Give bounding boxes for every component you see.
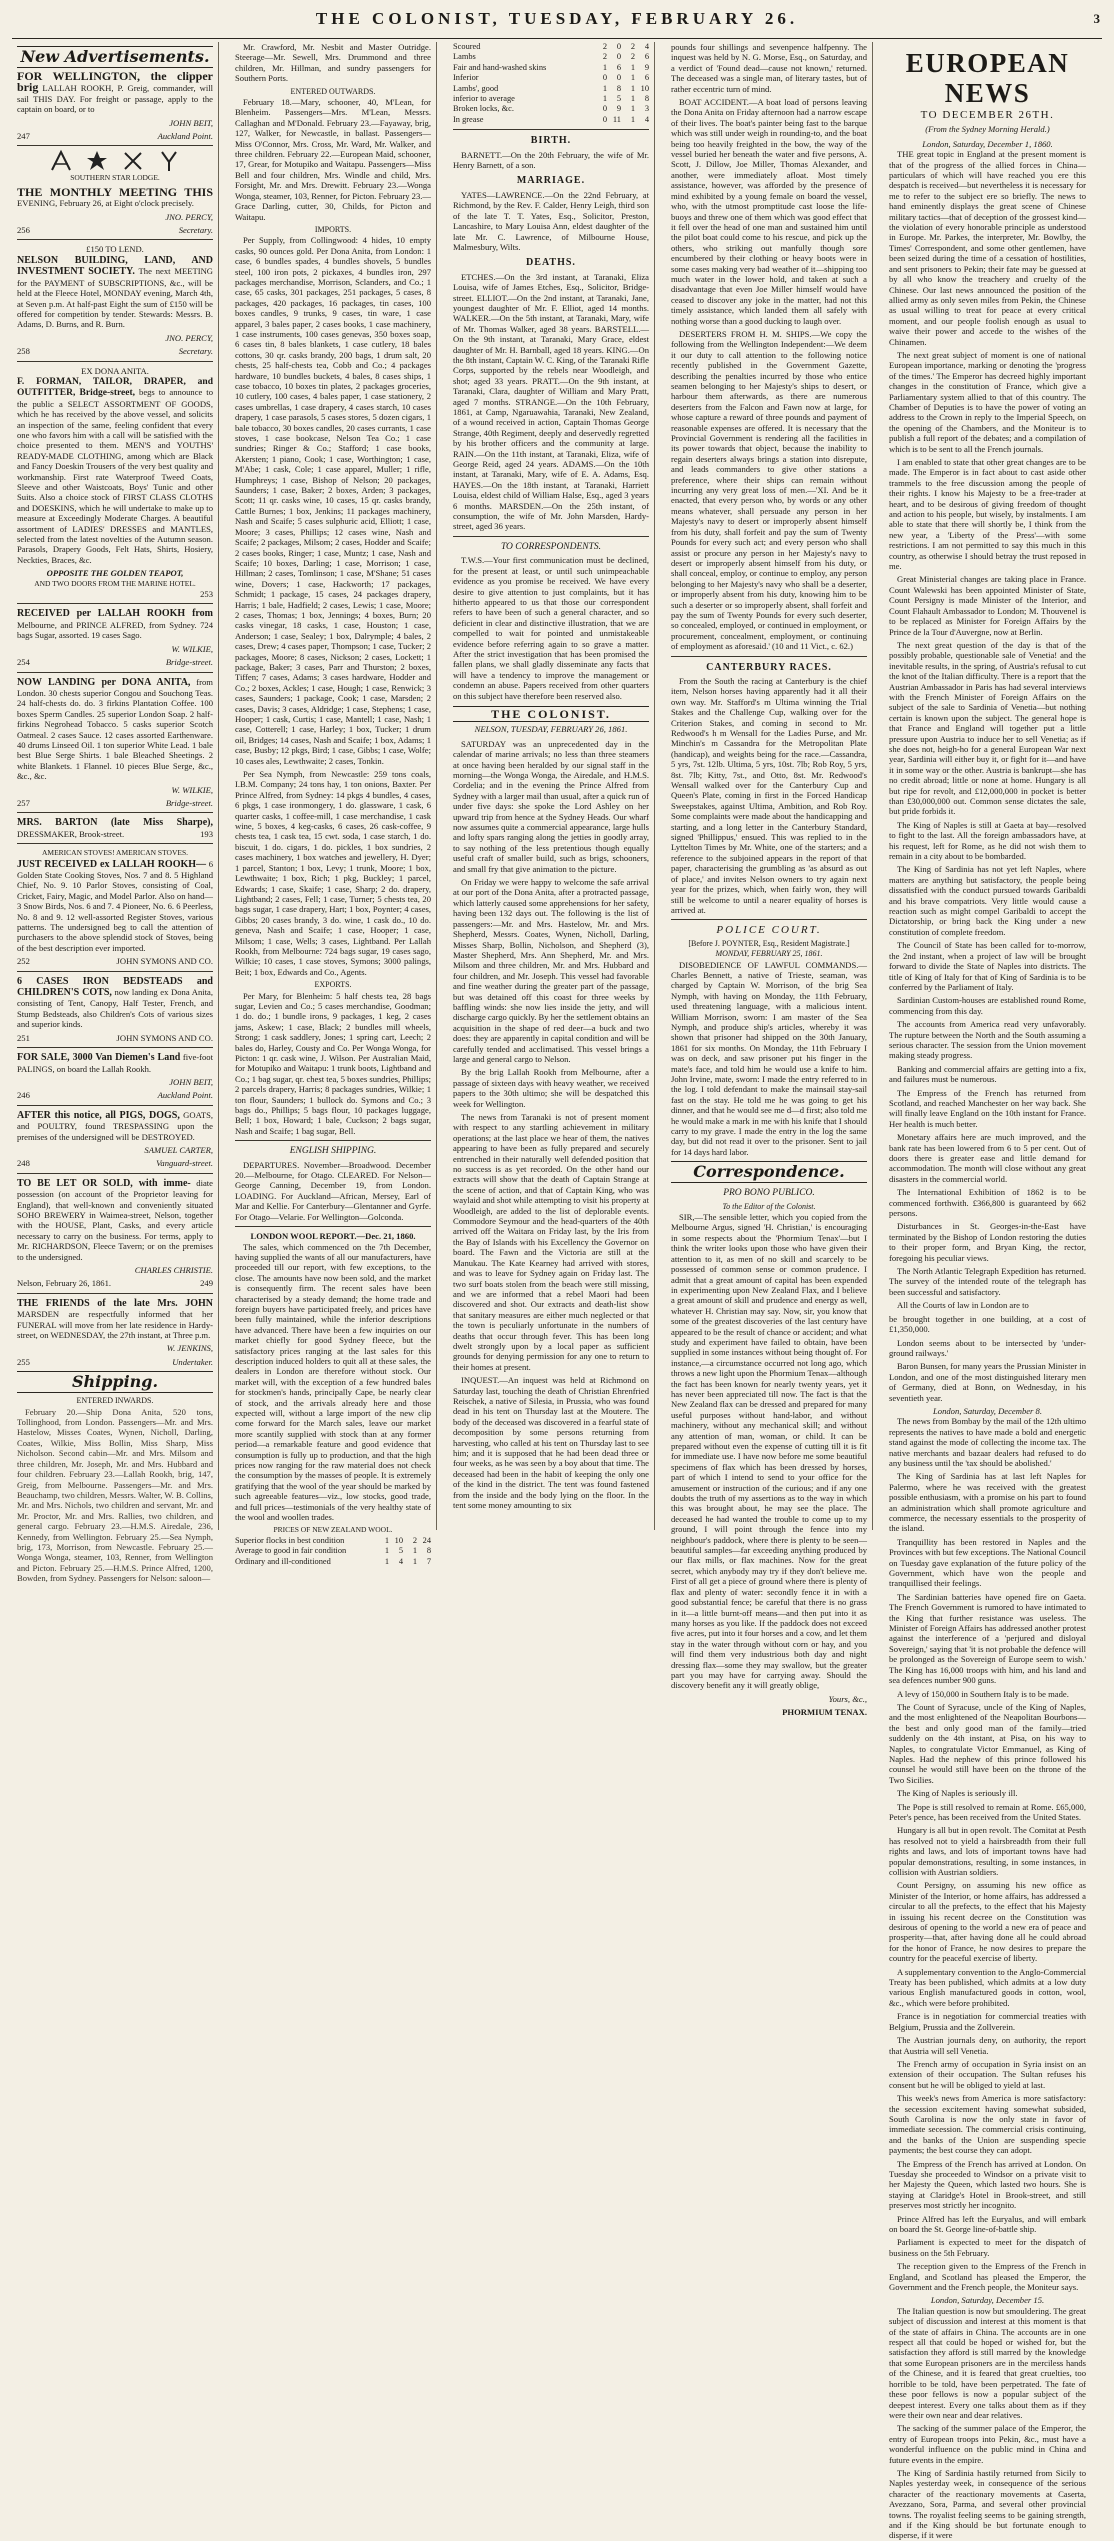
news-para: Tranquillity has been restored in Naples and the Provinces with but few exceptions. The National Council on Tuesday gave explanation of the future policy of the Government, which have won the people and tranquillised their feelings.: [889, 1536, 1086, 1589]
dispatch-dateline-3: London, Saturday, December 15.: [930, 2295, 1045, 2306]
row-value: 1: [412, 1556, 417, 1566]
news-para: A supplementary convention to the Anglo-Commercial Treaty has been published, which admits at a low duty various English manufactured goods in cotton, wool, &c., which were before prohibited.: [889, 1966, 1086, 2008]
news-para: All the Courts of law in London are to: [897, 1300, 1029, 1311]
ad-number: 248: [17, 1158, 30, 1169]
square-compass-icon: [50, 150, 72, 172]
ad-signature: JOHN SYMONS AND CO.: [116, 956, 213, 967]
ad-signature: W. WILKIE,: [171, 784, 213, 795]
news-para: Hungary is all but in open revolt. The Comitat at Pesth has resolved not to yield a hairsbreadth from their full rights and laws, and lots of important towns have had popular demonstrations, resulting, in some instances, in collision with Austrian soldiers.: [889, 1825, 1086, 1877]
ad-lead: JUST RECEIVED ex LALLAH ROOKH—: [17, 858, 207, 870]
ad-body: GOATS, and POULTRY, found TRESPASSING upon the premises of the undersigned will be DESTROYED.: [17, 1109, 213, 1142]
news-para: The next great subject of moment is one of national European importance, marking or denoting the 'progress of the times.' The Emperor has decreed highly important changes in the constitution of France, which give a Parliamentary system allied to that of this country. The Chamber of Deputies is to have the power of voting an address to the Crown in reply to the Imperial Speech, on the opening of the Chambers, and the Moniteur is to publish a full report of the debates; and a compilation of which is to be sent to all the French journals.: [889, 349, 1086, 454]
column-3: [448, 42, 655, 1530]
row-label: Scoured: [453, 42, 481, 51]
divider: [17, 1293, 213, 1294]
ad-signature: CHARLES CHRISTIE.: [134, 1265, 213, 1275]
shipping-continued: Mr. Crawford, Mr. Nesbit and Master Outridge. Steerage—Mr. Sewell, Mrs. Drummond and three children, Mr. Hillman, and sundry passengers for Southern Ports.: [235, 42, 431, 84]
ad-lead: RECEIVED per LALLAH ROOKH from: [17, 608, 213, 620]
news-para: Sardinian Custom-houses are established round Rome, commencing from this day.: [889, 995, 1086, 1016]
ad-lead: THE FRIENDS of the late Mrs. JOHN: [17, 1297, 213, 1309]
marriage-header: MARRIAGE.: [516, 175, 586, 187]
masthead-title: THE COLONIST, TUESDAY, FEBRUARY 26.: [315, 9, 799, 28]
row-value: 2: [602, 52, 607, 62]
divider: [453, 129, 649, 130]
ad-role: Secretary.: [178, 225, 213, 236]
letter-signature: PHORMIUM TENAX.: [782, 1707, 867, 1718]
ad-signature: W. JENKINS,: [166, 1343, 213, 1354]
ad-lead: FOR SALE, 3000 Van Diemen's Land: [17, 1052, 181, 1064]
row-value: 6: [644, 73, 649, 83]
divider: [17, 1047, 213, 1048]
ad-signature: JOHN SYMONS AND CO.: [116, 1032, 213, 1043]
ad-body: 6 Golden State Cooking Stoves, Nos. 7 and 8. 5 Highland Chief, No. 9. 10 Parlor Stoves, consisting of Coal, Cricket, Fairy, Magic, and Model Parlor. Also on hand— 3 Snow Birds, Nos. 6 and 7. 4 Pioneer, No. 6. 6 Peerless, No. 8 and 9. 12 well-assorted Register Stoves, various patterns. The undersigned beg to call the attention of purchasers to the above splendid stock of Stoves, being of the best description ever imported.: [17, 858, 213, 953]
row-value: 9: [616, 104, 621, 114]
ad-dressmaker: [17, 817, 213, 839]
ad-signature: JOHN BEIT,: [169, 117, 213, 128]
divider: [235, 1140, 431, 1141]
row-value: 6: [644, 52, 649, 62]
news-para: Disturbances in St. Georges-in-the-East have terminated by the Bishop of London restoring the duties to their proper form, and Bryan King, the rector, foregoing his peculiar views.: [889, 1221, 1086, 1263]
ad-number: 257: [17, 797, 30, 808]
ad-number: 246: [17, 1090, 30, 1101]
row-value: 1: [630, 94, 635, 104]
column-5: [884, 42, 1091, 2541]
ad-lead: TO BE LET OR SOLD, with imme-: [17, 1177, 191, 1189]
ad-lead: FOR WELLINGTON, the clipper brig: [17, 69, 213, 95]
row-value: 1: [602, 83, 607, 93]
ad-body: Melbourne, and PRINCE ALFRED, from Sydney. 724 bags Sugar, assorted. 19 cases Sago.: [17, 619, 213, 641]
police-court-header: POLICE COURT.: [716, 924, 822, 937]
inquest-para: INQUEST.—An inquest was held at Richmond on Saturday last, touching the death of Christian Ehrenfried Reischek, a native of Silesia, in Prussia, who was found dead in his tent on Thursday last at the Moutere. The body of the deceased was discovered in a fearful state of decomposition by some persons returning from harvesting, who called at his tent on Thursday last to see him; and it is supposed that he had been dead three or four weeks, as he was seen by a boy about that time. The deceased had been in the habit of keeping the only one of the kind in the district. The tent was found fastened from the inside and the body lying on the floor. In the tent some money amounting to six: [453, 1375, 649, 1511]
deserters-para: DESERTERS FROM H. M. SHIPS.—We copy the following from the Wellington Independent:—We deem it our duty to call attention to the following notice recently published in the Government Gazette, describing the penalties incurred by those who entice seamen belonging to her Majesty's ships to desert, or harbour them afterwards, as there are numerous deserters from the Falcon and Fawn now at large, for whose capture a reward of three pounds and payment of reasonable expenses are offered. It is necessary that the Provincial Government is rendering all the facilities in its power towards that object, because the inability to regain deserters always brings a station into disrepute, and leads commanders to give other stations a preference, where their ships can remain without incurring any very great loss of men.—'XI. And be it enacted, that every person who, by words or any other means whatever, shall persuade any person in her Majesty's navy to desert or improperly absent himself from his duty, shall forfeit and pay the sum of Twenty Pounds for every such act; and every person who shall assist or procure any person in her Majesty's navy to desert or improperly absent himself from his duty, or shall conceal, employ, or continue to employ, any person belonging to her Majesty's navy who shall be a deserter, or improperly absent from his duty, knowing him to be such a deserter or so improperly absent, shall forfeit and pay the sum of Twenty Pounds for every such deserter, so concealed, employed, or continued in employment, or procurement, concealment, employment, or continuing of employment as aforesaid.' (10 and 11 Vict., c. 62.): [671, 328, 867, 652]
column-4: [666, 42, 873, 1718]
news-para: The International Exhibition of 1862 is to be commenced forthwith. £366,800 is guaranteed by 662 persons.: [889, 1187, 1086, 1219]
ad-trespass-notice: [17, 1110, 213, 1169]
news-para: France is in negotiation for commercial treaties with Belgium, Prussia and the Zollverein.: [889, 2011, 1086, 2032]
row-value: 2: [630, 52, 635, 62]
ad-lead: 6 CASES IRON BEDSTEADS and CHILDREN'S COTS,: [17, 975, 213, 999]
row-label: Average to good in fair condition: [235, 1546, 347, 1556]
ad-address: Bridge-street.: [165, 797, 213, 808]
news-para: The accounts from America read very unfavorably. The rupture between the North and the South assuming a serious character. The session from the Union movement making steady progress.: [889, 1019, 1086, 1061]
outwards-body: February 18.—Mary, schooner, 40, M'Lean, for Blenheim. Passengers—Mrs. M'Lean, Messrs. Callaghan and M'Donald. February 23.—Fayaway, brig, 127, Walker, for Newcastle, in ballast. Passengers—Miss O'Connor, Mrs. Cross, Mr. Ward, Mr. Walker, and three children. February 22.—European Maid, schooner, 17, Grear, for Motupiko and Waitapu. Passengers—Miss Bell and four children, Mrs. Windle and child, Mrs. Forsight, Mr. and Mrs. Drewitt. February 23.—Wonga Wonga, steamer, 103, Renner, for Picton. February 23.—Grace Darling, cutter, 30, Childs, for Picton and Waitapu.: [235, 97, 431, 222]
row-label: Inferior: [453, 73, 479, 83]
row-value: 1: [384, 1556, 389, 1566]
row-value: 4: [398, 1556, 403, 1566]
ad-number: 193: [200, 828, 213, 839]
column-2: [230, 42, 437, 1566]
row-value: 0: [602, 104, 607, 114]
news-para: Monetary affairs here are much improved, and the bank rate has been lowered from 6 to 5 per cent. Out of doors there is greater ease and little demand for accommodation. The month will close without any great disasters in the commercial world.: [889, 1132, 1086, 1184]
correspondents-body: T.W.S.—Your first communication must be declined, for the present at least, or until such unimpeachable evidence as you promise be received. We have every desire to give attention to just complaints, but it has hitherto appeared to us that those our correspondent refers to have been of such a general character, and so deficient in clear and distinctive illustration, that we are compelled to wait for pointed and unmistakeable evidence before referring again to so grave a matter. After the strict investigation that has been promised the fallen plans, we shall gladly disseminate any facts that will have a tendency to improve the management or condemn an abuse. Papers received from other quarters on this subject have therefore been reserved also.: [453, 555, 649, 701]
news-para: The Pope is still resolved to remain at Rome. £65,000, Peter's pence, has been received from the United States.: [889, 1801, 1086, 1822]
row-value: 1: [602, 94, 607, 104]
ad-number: 256: [17, 225, 30, 236]
row-value: 2: [602, 42, 607, 51]
row-value: 1: [630, 83, 635, 93]
birth-header: BIRTH.: [530, 135, 572, 147]
entered-inwards-header: ENTERED INWARDS.: [76, 1396, 154, 1406]
row-value: 0: [616, 42, 621, 51]
imports-body-2: Per Sea Nymph, from Newcastle: 259 tons coals, I.B.M. Company; 24 tons hay, 1 ton onions, Baxter. Per Prince Alfred, from Sydney: 14 pkgs 4 bundles, 4 cases, 6 pkgs, 1 case ironmongery, 1 do. glassware, 1 cask, 6 quarter casks, 1 coffee-mill, 1 case merchandise, 1 cask wine, 5 boxes, 4 keg-casks, 6 cases, 26 cask-coffee, 9 chests tea, 1 cask tea, 15 cwt. soda, 1 case starch, 1 do. biscuit, 1 do. cigars, 1 do. pickles, 1 box sundries, 2 cases machinery, 1 box watches and jewellery, H. Dyer; 1 parcel, Stanton; 1 box, Levy; 1 trunk, Moore; 1 box, Lewthwaite; 1 box, Rich; 1 pkg, Buckley; 1 parcel, Edwards; 1 case, Skaife; 1 case, Sharp; 2 do. drapery, Lightband; 2 cases, Fell; 1 case, Turner; 5 chests tea, 20 bags sugar, 1 case drapery, Hart; 1 box, Poynter; 4 cases, Gibbs; 20 cases brandy, 3 do. wine, 1 cask do., 10 do. geneva, Nash and Scaife; 1 case, Hooper; 1 case, Milsom; 1 case, Wells; 3 cases, Lightband. Per Lallah Rookh, from Melbourne: 724 bags sugar, 19 cases sago, Wilkie; 10 cases, 1 case stoves, Symons; 3000 palings, Beit; 1 box, Edwards and Co., Agents.: [235, 769, 431, 977]
letter-title: PRO BONO PUBLICO.: [723, 1188, 815, 1199]
ad-building-society: [17, 244, 213, 356]
row-value: 0: [602, 114, 607, 124]
divider: [17, 145, 213, 146]
divider: [17, 971, 213, 972]
row-value: 1: [630, 62, 635, 72]
birth-notice: BARNETT.—On the 20th February, the wife of Mr. Henry Barnett, of a son.: [453, 149, 649, 171]
table-row: [453, 94, 649, 104]
ad-body: from London. 30 chests superior Congou and Souchong Teas. 24 half-chests do. do. 3 firkins Plantation Coffee. 100 boxes Sperm Candles. 25 superior London Soap. 2 half-firkins Negrohead Tobacco. 5 casks superior Scotch Oatmeal. 2 cases Sauce. 12 cases assorted Earthenware. 40 drums Linseed Oil. 1 ton superior White Lead. 1 bale best Blue Serge Shirts. 1 bale Bleached Sheetings. 2 white Blankets. 1 Flannel. 10 pieces Blue Serge, &c., &c., &c.: [17, 676, 213, 782]
compass-icon: [122, 150, 144, 172]
wool-report-header: LONDON WOOL REPORT.—Dec. 21, 1860.: [250, 1231, 416, 1242]
table-row: [235, 1546, 431, 1556]
european-news-title: EUROPEAN NEWS: [905, 48, 1070, 108]
english-shipping-header: ENGLISH SHIPPING.: [289, 1146, 377, 1157]
table-row: [453, 104, 649, 114]
imports-body: Per Supply, from Collingwood: 4 hides, 10 empty casks, 90 ounces gold. Per Dona Anita, from London: 1 case, 6 bundles spades, 4 bundles shovels, 5 bundles steel, 100 iron pots, 2 pickaxes, 4 bundles iron, 297 packages merchandise, Morrison, Sclanders, and Co.; 1 case, 65 casks, 301 packages, 251 packages, 5 cases, 8 packages, 420 packages, 16 packages, tin cases, 100 boxes candles, 9 trunks, 9 cases, tin ware, 1 case apparel, 3 bales paper, 2 cases books, 1 case machinery, 1 case instruments, 100 cases genevas, 350 boxes soap, 6 cases tin, 8 bales blankets, 1 case cutlery, 18 bales cottons, 30 qr. casks brandy, 200 bags, 1 drum salt, 20 chests, 25 half-chests tea, Cobb and Co.; 4 packages hardware, 10 bundles buckets, 4 bales, 8 cases ships, 1 case tobacco, 10 boxes tin plates, 2 packages groceries, 10 cutlery, 100 cases, 4 bales paper, 1 case stationery, 2 cases umbrellas, 1 case drapery, 4 cases starch, 10 cases drapery, 1 case parasols, 5 cases stores, 5 dozen cigars, 1 bale tobacco, 30 boxes candles, 20 cases currants, 1 case stoves, 1 case bookcase, Nelson Tea Co.; 1 case sundries; Ringer & Co.; Stafford; 1 case books, Akersten; 1 piano, Cook; 1 case, Worthington; 1 case, M'Abe; 1 cask, Cole; 1 case apparel, Muller; 1 rifle, Humphreys; 1 case, Bishop of Nelson; 20 packages, Saunders; 1 case, Baker; 2 boxes, Arden; 3 packages, Scott; 11 qr. casks wine, 10 cases, 15 qr. casks brandy, Cattle Burnes; 1 box, Jenkins; 11 packages machinery, Nash and Scaife; 5 cases sulphuric acid, Elliott; 1 case, Moore; 3 cases, Phillips; 12 cases wine, Nash and Scaife; 2 packages, Milsom; 2 cases, Hodder and Scaife; 2 cases books, Ringer; 1 case, Muntz; 1 case, Nash and Scaife; 10 boxes, Darling; 1 case, Morrison; 1 case, Hillman; 2 cases, Tomlinson; 1 case, M'Shane; 51 cases wine, Dovers; 1 case, Hackworth; 17 packages, Schmidt; 1 package, 15 cases, 24 packages drapery, Harris; 1 bale, Hadfield; 2 cases, Lewis; 1 case, Moore; 2 cases, Thomas; 1 box, Jennings; 4 boxes, Burn; 20 casks vinegar, 18 casks, 1 case, Houston; 1 case, Anderson; 1 case, Sealey; 1 box, Dalrymple; 4 bales, 2 cases, Drew; 4 cases paper, Thompson; 1 case, Tucker; 2 packages, Moore; 8 cases, Nickson; 2 cases, Lockett; 1 package, Baker; 3 cases, Parr and Thurston; 2 boxes, Tiffen; 7 cases, Adams; 3 cases hardware, Hodder and Co.; 2 boxes, Ackles; 1 case, Hough; 1 case, Renwick; 3 cases, Saunders; 1 package, Cook; 1 case, Marsden; 2 cases, Davis; 3 cases, Aldridge; 1 case, Stephens; 1 case, Hooper; 1 cask, Curtis; 1 case, Mantell; 1 case, Nash; 1 case, Cotterell; 1 case, Harley; 1 box, Tucker; 1 drum oil, Bridges; 14 cases, Nash and Scaife; 1 box, Adams; 1 case, Busby; 12 pkgs, Bird; 1 case, Gibbs; 1 case, Wolfe; 10 cases ales, Lewthwaite; 2 cases, Tonkin.: [235, 235, 431, 766]
row-value: 2: [412, 1535, 417, 1545]
news-para: London seems about to be intersected by 'under-ground railways.': [889, 1337, 1086, 1358]
divider: [17, 1105, 213, 1106]
news-para: I am enabled to state that other great changes are to be made. The Emperor is in fact about to cast aside other trammels to the free discussion among the people of their rights. I know his Majesty to be a free-trader at heart, and to be desirous of giving freedom of thought and action to his people, but wisely, by instalments. I am able to state that there will shortly be, I think from the new year, a 'Liberty of the Press'—with some restrictions. I am not permitted to say this much in this country, as otherwise I should betray the trust reposed in me.: [889, 457, 1086, 572]
row-value: 1: [630, 114, 635, 124]
news-para: The Count of Syracuse, uncle of the King of Naples, and the most enlightened of the Neapolitan Bourbons—the best and only good man of the family—tried suddenly on the 4th instant, at Pisa, on his way to Naples, to congratulate Victor Emmanuel, as King of Naples. Had the nephew of this prince followed his counsel he would still have been on the throne of the Two Sicilies.: [889, 1701, 1086, 1785]
ad-address: Auckland Point.: [157, 1090, 213, 1101]
news-para: The Italian question is now but smouldering. The great subject of discussion and interest at this moment is that of the state of affairs in China. The accounts are in one respect all that could be hoped or wished for, but the satisfaction they afford is still marred by the knowledge that some European prisoners are in the merciless hands of the Chinese, and it is feared that great cruelties, too horrible to be told, have been perpetrated. The fate of these poor fellows is now a popular subject of the deepest interest. Every one talks about them as if they were their own near and dear relatives.: [889, 2305, 1086, 2420]
ad-monthly-meeting: [17, 184, 213, 236]
ad-number: 255: [17, 1356, 30, 1367]
news-para: The next great question of the day is that of the possibly probable, questionable sale of Venetia! and the inevitable results, in the spring, of Austria's refusal to cut the knot of the Italian difficulty. There is a report that the Austrian Ambassador in Paris has had several interviews with the French Minister of Foreign Affairs on the subject of the sale to Sardinia of Venetia—but nothing certain is known upon the subject. The general hope is that France and England will together put a little pressure upon Austria to induce her to sell Venetia; as if she does not, heigh-ho for a general European War next year, Sardinia will either buy it, or fight for it—and have it in some way or the other. Austria is bankrupt—she has no credit abroad; little or none at home. Hungary is all but ripe for revolt, and £12,000,000 in pocket is better than £30,000,000 out. Common sense dictates the sale, but pride forbids it.: [889, 639, 1086, 817]
ad-body: now landing ex Dona Anita, consisting of Tent, Canopy, Half Tester, French, and Stump Bedsteads, also Children's Cots of various sizes and superior kinds.: [17, 987, 213, 1030]
row-value: 1: [630, 73, 635, 83]
news-para: This week's news from America is more satisfactory: the secession excitement having somewhat subsided, South Carolina is now the only state in favor of immediate secession. The commercial crisis continuing, and the banks of the Union are suspending specie payments; the best course they can adopt.: [889, 2093, 1086, 2156]
row-label: Lambs: [453, 52, 476, 62]
lodge-name: SOUTHERN STAR LODGE.: [70, 173, 160, 183]
divider: [17, 239, 213, 240]
news-para: The King of Naples is still at Gaeta at bay—resolved to fight to the last. All the foreign ambassadors have, at his request, left for Rome, as he did not wish them to remain in a city about to be bombarded.: [889, 819, 1086, 862]
row-label: Superior flocks in best condition: [235, 1535, 345, 1545]
news-para: Great Ministerial changes are taking place in France. Count Walewski has been appointed Minister of State, Count Persigny is made Minister of the Interior, and Count Flahault Ambassador to London; M. Thouvenel is to be replaced as Minister for Foreign Affairs by the Prince de la Tour d'Auvergne, now at Berlin.: [889, 574, 1086, 637]
editorial-para-1: SATURDAY was an unprecedented day in the calendar of marine arrivals; no less than three steamers at once having been heralded by our signal staff in the morning—the Wonga Wonga, the Airedale, and H.M.S. Cordelia; and in the evening the Prince Alfred from Sydney with a larger mail than usual, after a quick run of under five days: she spoke the Lord Ashley on her upward trip from hence at the Sydney Heads. Our wharf now assumes quite a commercial appearance, large hulls and lofty spars ranging along the jetties in goodly array, to say nothing of the less pretentious though equally useful craft of smaller build, such as brigs, schooners, and small fry that give animation to the picture.: [453, 738, 650, 874]
ad-role: Secretary.: [178, 346, 213, 357]
row-value: 2: [630, 42, 635, 51]
divider: [235, 1226, 431, 1227]
ad-top: AMERICAN STOVES! AMERICAN STOVES.: [42, 848, 188, 858]
wool-report-body: The sales, which commenced on the 7th December, having supplied the wants of all our manufacturers, have proceeded till our report, with few exceptions, to the close. The amounts have now been sold, and the market is consequently firm. The recent sales have been characterised by a steady demand; the home trade and foreign buyers have participated freely, and prices have been fully maintained, while the inferior descriptions have advanced. There have been a few inquiries on our market chiefly for good Sydney fleece, but the satisfactory prices ranging at the last sales for this description induced holders to quit all at these sales, the dealers in London are therefore without stock. Our market will, with the exception of a few hundred bales for stockmen's hands, principally Cape, be nearly clear of stock, and the arrivals already here and those expected will, without a large import of the new clip come forward for the March sales, leave our market more scantily supplied with stock than at any former period—a remarkable feature and good evidence that consumption is fully up to production, and that the high prices now ranging for the raw material does not check the consumption by the masses of people. It is extremely gratifying that the wool of the year should be marked by such agreeable features—viz., low stocks, good trade, and full prices—testimonials of the very healthy state of the wool and woollen trades.: [235, 1241, 431, 1523]
table-row: [453, 52, 649, 62]
editorial-dateline: NELSON, TUESDAY, FEBRUARY 26, 1861.: [474, 724, 628, 735]
inquest-continued: pounds four shillings and sevenpence halfpenny. The inquest was held by N. G. Morse, Esq., on Saturday, and a verdict of 'Found dead—cause not known,' returned. The deceased was a single man, of literary tastes, but of rather eccentric turn of mind.: [671, 42, 867, 94]
divider: [671, 919, 867, 920]
editorial-para-3: By the brig Lallah Rookh from Melbourne, after a passage of sixteen days with heavy weather, we received papers to the 30th ultimo; she will be despatched this week for Wellington.: [453, 1067, 649, 1109]
star-icon: [86, 150, 108, 172]
ad-top: £150 TO LEND.: [86, 244, 144, 255]
boat-accident-para: BOAT ACCIDENT.—A boat load of persons leaving the Dona Anita on Friday afternoon had a narrow escape of their lives. The boat's painter being fast to the barque which was still under weigh in rounding-to, and the boat being too heavily freighted in the bow, the way of the vessel buried her beneath the water and five persons, A. Scott, J. Dillow, Joe Miller, Thomas Alexander, and another, were immediately afloat. Most timely assistance, however, was afforded by the presence of mind exhibited by a young female on board the vessel, who, with the utmost promptitude cast loose the life-buoys and threw one of them which was good effect that it fell over the head of one man and sustained him until the pilot boat could come to his rescue, and pick up the others, who striking out manfully though sore encumbered by their clothing or heavy boots were in some cases making very bad weather of it—shipping too much water in the lower hold, and taken at such a disadvantage that even Joe Miller himself would have ceased to discover any joke in the matter, had not this timely assistance, which landed them all safely with nothing worse than a good ducking to laugh over.: [671, 97, 867, 326]
page-number: 3: [1093, 11, 1100, 26]
row-label: Lambs', good: [453, 83, 499, 93]
divider: [671, 656, 867, 657]
news-para: The Empress of the French has returned from Scotland, and reached Manchester on her way back. She will finally leave England on the 10th instant for France. Her health is much better.: [889, 1087, 1086, 1129]
entered-outwards-header: ENTERED OUTWARDS.: [290, 86, 376, 96]
row-value: 1: [384, 1535, 389, 1545]
police-court-date: MONDAY, FEBRUARY 25, 1861.: [715, 949, 823, 959]
ad-lead: AFTER this notice, all PIGS, DOGS,: [17, 1109, 180, 1121]
row-value: 24: [422, 1535, 431, 1545]
ad-signature: W. WILKIE,: [171, 643, 213, 654]
news-para: Baron Bunsen, for many years the Prussian Minister in London, and one of the most distinguished literary men of Germany, died at Bonn, on Wednesday, in his seventieth year.: [889, 1361, 1086, 1403]
table-row: [453, 115, 649, 125]
table-row: [235, 1557, 431, 1567]
shipping-header: Shipping.: [17, 1371, 213, 1393]
table-row: [235, 1536, 431, 1546]
european-news-source: (From the Sydney Morning Herald.): [925, 124, 1050, 135]
ad-tail: AND TWO DOORS FROM THE MARINE HOTEL.: [34, 578, 196, 588]
ad-american-stoves: [17, 848, 213, 966]
divider: [17, 361, 213, 362]
ad-date: Nelson, February 26, 1861.: [17, 1278, 112, 1289]
ad-brewery-let: [17, 1178, 213, 1289]
ad-body: begs to announce to the public a SELECT ASSORTMENT OF GOODS, which he has received by the above vessel, and solicits an inspection of the same, feeling confident that every one who favors him with a call will be satisfied with the choice presented to them. MEN'S and YOUTHS' READY-MADE CLOTHING, among which are Black and Fancy Doeskin Trousers of the very best quality and workmanship. First rate Waterproof Tweed Coats, Sleeve and other Waistcoats, Boys' Tunic and other Suits. Also a choice stock of FIRST CLASS CLOTHS and DOESKINS, which he will undertake to make up to measure at Exceedingly Moderate Charges. A beautiful assortment of LADIES' DRESSES and MANTLES, selected from the latest novelties of the Autumn season. Parasols, Drapery Goods, Felt Hats, Shirts, Hosiery, Neckties, Braces, &c.: [17, 387, 213, 565]
news-para: A levy of 150,000 in Southern Italy is to be made.: [897, 1688, 1069, 1699]
row-value: 1: [412, 1546, 417, 1556]
row-value: 9: [644, 62, 649, 72]
divider: [17, 672, 213, 673]
divider: [17, 603, 213, 604]
editorial-para-2: On Friday we were happy to welcome the safe arrival at our port of the Dona Anita, after a protracted passage, which latterly caused some apprehensions for her safety, having been 132 days out. The following is the list of passengers:—Mr. and Mrs. Hastelow, Mr. and Mrs. Shepherd, Messrs. Coates, Wynen, Nicholl, Darling, Misses Sharp, Bollin, Nicholson, and Shepherd (3), Master Shepherd, Mrs. Ann Shepherd, Mr. and Mrs. Milsom and three children, Mr. and Mrs. Hubbard and four children, and Mr. Joseph. This vessel had favorable and fine weather during the greater part of the passage, but was detained off this coast for three weeks by baffling winds: she now lies inside the jetty, and will discharge cargo quickly. By her the settlement obtains an acquisition in the shape of red deer—a buck and two does: they are apparently in capital condition and will be carefully tended and acclimatised. This vessel brings a large and general cargo to Nelson.: [453, 877, 650, 1064]
news-para: be brought together in one building, at a cost of £1,350,000.: [889, 1313, 1086, 1335]
ad-top: EX DONA ANITA.: [81, 365, 149, 376]
market-prices-table: [453, 42, 649, 125]
ad-body: diate possession (on account of the Proprietor leaving for England), that well-known and conveniently situated SOHO BREWERY in Waimea-street, Nelson, together with the HOUSE, Plant, Casks, and every article necessary to carry on the business. For terms, apply to Mr. RICHARDSON, Fleece Tavern; or on the premises to the undersigned.: [17, 1177, 213, 1262]
editorial-para-4: The news from Taranaki is not of present moment with respect to any startling achievement in military operations; at the last place we hear of them, the natives appearing to have been as fully prepared and securely entrenched in their naturally well defended position that no success is as yet recorded. On the other hand our extracts will show that the death of Captain Strange at the scene of action, and that of Captain King, who was waylaid and shot while attempting to visit his property at Woodleigh, are added to the list of deplorable events. Commodore Seymour and the head-quarters of the 40th arrived off the Waitara on Friday last, by the Iris from the Bay of Islands with his Excellency the Governor on board. The Fawn and the Victoria are still at the Manukau. The Kate Kearney had arrived with stores, and was to leave for Sydney again on Friday last. The two surf boats stolen from the beach were still missing, and we are informed that a rebel Maori had been discovered and shot. Our extracts and death-list show that sanitary measures are either much neglected or that the town is peculiarly unfortunate in the numbers of deaths that occur through fever. This has been long dwelt strongly upon by a local paper as sufficient grounds for denying permission for any one to return to their homes at present.: [453, 1112, 649, 1372]
ad-iron-bedsteads: [17, 976, 213, 1043]
ad-body: DRESSMAKER, Brook-street.: [17, 828, 125, 839]
letter-to-editor: To the Editor of the Colonist.: [722, 1201, 816, 1211]
ad-now-landing: [17, 677, 213, 809]
races-body: From the South the racing at Canterbury is the chief item, Nelson horses having apparently had it all their own way. Mr. Stafford's m Ultima winning the Trial Stakes and the Challenge Cup, walking over for the Criterion Stakes, and coming in second to Mr. Redwood's h m Wensall for the Ladies Purse, and Mr. Minchin's m Cassandra for the Metropolitan Plate (handicap), and weights being for the race.—Cassandra, 5 yrs, 7st. 12lb. Ultima, 5 yrs, 10st. 7lb; Rob Roy, 5 yrs, 8st. 7lb; Kitty, 7st., and Otto, 8st. Mr. Redwood's Wensall walked over for the Canterbury Cup and Queen's Plate, coming in first in the Forced Handicap Sweepstakes, against Ultima, Ambition, and Rob Roy. Some complaints were made about the handicapping and starting, and a long letter in the Canterbury Standard, signed 'Phillippus,' ensued. This was replied to in the Lyttelton Times by Mr. White, one of the starters; and a reference to the subjoined appears in the report of that paper, characterising the grumbling as 'as absurd as out of place,' and invites Nelson owners to try again next year for the prizes, which, when fairly won, they will still be welcome to until a nearer equality of horses is arrived at.: [671, 675, 867, 915]
ad-received-sugar: [17, 608, 213, 667]
divider: [17, 812, 213, 813]
ad-palings: [17, 1052, 213, 1101]
ad-tagline: OPPOSITE THE GOLDEN TEAPOT,: [46, 568, 184, 579]
row-value: 4: [644, 114, 649, 124]
correspondence-header: Correspondence.: [671, 1161, 867, 1183]
row-label: In grease: [453, 114, 484, 124]
ad-signature: JNO. PERCY,: [165, 332, 213, 343]
dispatch-dateline-1: London, Saturday, December 1, 1860.: [922, 138, 1053, 149]
ad-number: 247: [17, 131, 30, 142]
inwards-body: February 20.—Ship Dona Anita, 520 tons, Tollinghood, from London. Passengers—Mr. and Mrs. Hastelow, Misses Coates, Wynen, Nicholl, Darling, Coates, Wilkie, Miss Bollin, Miss Sharp, Miss Nicholson. Second cabin—Mr. and Mrs. Milsom and three children, Mr. Joseph, Mr. and Mrs. Hubbard and four children. February 23.—Lallah Rookh, brig, 147, Greig, from Melbourne. Passengers—Mr. and Mrs. Beauchamp, two children, Messrs. Walter, W. B. Collins, Mr. and Mrs. Nichols, two children and servant, Mr. and Mr. Proctor, Mr. and Mrs. Rallies, two children, and general cargo. February 23.—H.M.S. Airedale, 236, Kennedy, from Wellington. February 25.—Sea Nymph, brig, 173, Morrison, from Newcastle. February 25.—Wonga Wonga, steamer, 103, Renner, from Wellington and Picton. February 25.—H.M.S. Prince Alfred, 1200, Bowden, from Sydney. Passengers for Nelson: saloon—: [17, 1406, 213, 1584]
trowel-icon: [158, 150, 180, 172]
police-court-sub: [Before J. POYNTER, Esq., Resident Magistrate.]: [688, 938, 850, 948]
ad-role: Undertaker.: [172, 1356, 213, 1367]
news-para: The King of Sardinia has not yet left Naples, where matters are anything but satisfactory, the people being dissatisfied with the conduct pursued towards Garibaldi and his brave compatriots. Very little would cause a reaction such as might compel Garibaldi to accept the Dictatorship, or bring back the King under a new constitution of complete freedom.: [889, 864, 1086, 937]
ad-number: 249: [200, 1278, 213, 1289]
english-shipping-body: DEPARTURES. November—Broadwood. December 20.—Melbourne, for Otago. CLEARED. For Nelson—George Canning, December 19, from London. LOADING. For Auckland—African, Mersey, Earl of Mar and Kellie. For Canterbury—Glentanner and Gyrfe. For Otago—Velarie. For Wellington—Golconda.: [235, 1159, 431, 1222]
ad-number: 253: [200, 589, 213, 600]
ad-signature: JOHN BEIT,: [169, 1076, 213, 1087]
marriage-notice: YATES—LAWRENCE.—On the 22nd February, at Richmond, by the Rev. F. Calder, Henry Leigh, third son of the late T. T. Yates, Esq., Solicitor, Preston, Lancashire, to Mary Louisa Ann, eldest daughter of the late Mr. C. Lawrence, of Milbourne House, Malmesbury, Wilts.: [453, 189, 649, 252]
ad-number: 252: [17, 956, 30, 967]
row-value: 8: [616, 83, 621, 93]
row-value: 1: [630, 104, 635, 114]
table-row: [453, 84, 649, 94]
ad-body: The next MEETING for the PAYMENT of SUBSCRIPTIONS, &c., will be held at the Fleece Hotel, MONDAY evening, March 4th, at Seven p.m. At half-past Eight the sum of £150 will be offered for competition by tender. Stewards: Messrs. B. Adams, D. Burns, and R. Burn.: [17, 266, 214, 330]
row-value: 4: [644, 42, 649, 51]
row-value: 6: [616, 62, 621, 72]
table-row: [453, 63, 649, 73]
row-value: 3: [644, 104, 649, 114]
colonist-editorial-header: THE COLONIST.: [453, 706, 649, 722]
divider: [17, 843, 213, 844]
row-value: 5: [616, 94, 621, 104]
row-value: 0: [616, 52, 621, 62]
row-value: 8: [426, 1546, 431, 1556]
correspondents-header: TO CORRESPONDENTS.: [500, 541, 602, 552]
exports-body: Per Mary, for Blenheim: 5 half chests tea, 28 bags sugar, Levien and Co.; 5 cases merchandise, Goodman; 1 do. do.; 1 bundle irons, 9 packages, 1 keg, 2 cases jams, Askew; 1 case, Black; 2 bundles mill wheels, Strong; 1 cask saddlery, Jones; 1 spring cart, Leech; 2 bales do, Harley, Cousty and Co. Per Wonga Wonga, for Picton: 1 qr. cask wine, J. Wilson. Per Australian Maid, for Motupiko and Waitapu: 1 trunk boots, Lightband and Co.; 1 bag sugar, qr. chest tea, 5 boxes sundries, Phillips; 2 parcels drapery, Harris; 8 packages sundries, Wilkie; 1 ton flour, Saunders; 1 bullock do. Symons and Co.; 3 bags do., Phillips; 5 bags flour, 10 packages luggage, Bell; 1 box, Howard; 1 bale, Cuckson; 2 bags sugar, Nash and Scaife; 1 bag sugar, Bell.: [235, 990, 431, 1136]
news-para: The sacking of the summer palace of the Emperor, the entry of European troops into Pekin, &c., must have a wonderful influence on the public mind in China and future events in the empire.: [889, 2423, 1086, 2465]
news-para: The Empress of the French has arrived at London. On Tuesday she proceeded to Windsor on a private visit to her Majesty the Queen, which lasted two hours. She is staying at Claridge's Hotel in Brook-street, and still preserves most strictly her incognito.: [889, 2158, 1086, 2211]
ad-address: Vanguard-street.: [156, 1158, 213, 1169]
news-para: Count Persigny, on assuming his new office as Minister of the Interior, or home affairs, has addressed a circular to all the prefects, to the effect that his Majesty in issuing his recent decree on the Constitution was desirous of opening to the world a new era of peace and prosperity—that, after having done all he could abroad for the honor of France, he now desires to prepare the country for the peaceful exercise of liberty.: [889, 1880, 1086, 1964]
ad-number: 254: [17, 657, 30, 668]
wool-prices-table: [235, 1536, 431, 1567]
ad-body: LALLAH ROOKH, P. Greig, commander, will sail THIS DAY. For freight or passage, apply to the captain on board, or to: [17, 83, 213, 115]
masonic-emblem: [17, 150, 213, 172]
ad-lead: F. FORMAN, TAILOR, DRAPER, and OUTFITTER, Bridge-street,: [17, 376, 213, 399]
row-value: 11: [612, 114, 621, 124]
letter-yours: Yours, &c.,: [828, 1693, 867, 1704]
deaths-notice: ETCHES.—On the 3rd instant, at Taranaki, Eliza Louisa, wife of James Etches, Esq., Solicitor, Bridge-street. ELLIOT.—On the 2nd instant, at Taranaki, Jane, youngest daughter of Mr. F. Elliot, aged 14 months. WALKER.—On the 5th instant, at Taranaki, Mary, wife of Mr. Thomas Walker, aged 38 years. BARSTELL.—On the 9th instant, at Taranaki, Mary Grace, eldest daughter of Mr. H. Barnball, aged 18 years. KING.—On the 8th instant, Captain W. C. King, of the Taranaki Rifle Corps, supported by the rebels near Woodleigh, and shot; aged 33 years. PRATT.—On the 9th instant, at Taranaki, Clara, daughter of William and Mary Pratt, aged 7 months. STRANGE.—On the 10th February, 1861, at Camp, Ngaruawahia, Taranaki, New Zealand, of a wound received in action, Captain Thomas George Strange, 40th Regiment, deeply and deservedly regretted by his brother officers and the community at large. RAIN.—On the 11th instant, at Taranaki, Eliza, wife of George Reid, aged 24 years. ADAMS.—On the 10th instant, at Taranaki, Mary, wife of E. A. Adams, Esq. HAYES.—On the 18th instant, at Taranaki, Harriett Louisa, eldest child of William Halse, Esq., aged 3 years 6 months. MARSDEN.—On the 25th instant, of consumption, the wife of Mr. John Marsden, Hardy-street, aged 36 years.: [453, 271, 649, 532]
news-para: The King of Naples is seriously ill.: [897, 1788, 1018, 1799]
ad-body: five-foot PALINGS, on board the Lallah Rookh.: [17, 1052, 213, 1074]
ad-funeral-notice: [17, 1298, 213, 1367]
row-value: 7: [426, 1556, 431, 1566]
ad-address: Bridge-street.: [165, 657, 213, 668]
row-value: 5: [398, 1546, 403, 1556]
news-para: The North Atlantic Telegraph Expedition has returned. The survey of the intended route of the telegraph has been successful and satisfactory.: [889, 1266, 1086, 1297]
european-news-subtitle: TO DECEMBER 26TH.: [920, 109, 1055, 121]
ad-body: MARSDEN are respectfully informed that her FUNERAL will move from her late residence in Hardy-street, on WEDNESDAY, the 27th instant, at Three p.m.: [17, 1309, 213, 1341]
wool-prices-title: PRICES OF NEW ZEALAND WOOL.: [273, 1525, 393, 1535]
row-value: 0: [602, 73, 607, 83]
news-para: The King of Sardinia hastily returned from Sicily to Naples yesterday week, in consequence of the serious character of the reactionary movements at Caserta, Avezzano, Sora, Parma, and several other provincial towns. The royalist feeling seems to be gaining strength, and if the King should be but fortunate enough to disperse, if it were: [889, 2467, 1086, 2541]
row-label: inferior to average: [453, 94, 515, 104]
news-para: Prince Alfred has left the Euryalus, and will embark on board the St. George line-of-battle ship.: [889, 2213, 1086, 2234]
ad-number: 251: [17, 1032, 30, 1043]
ad-lead: THE MONTHLY MEETING THIS: [17, 184, 213, 199]
row-value: 0: [616, 73, 621, 83]
ad-number: 258: [17, 346, 30, 357]
news-para: THE great topic in England at the present moment is that of the progress of the allied forces in China—particulars of which will have reached you ere this despatch is received—but nevertheless it is necessary for me to refer to the subject ere so briefly. The news to hand eminently displays the great scene of Chinese military tactics—that of deception of the grossest kind—the violation of every honorable principle as understood in Europe. Mr. Parkes, the interpreter, Mr. Bowlby, the Times' Correspondent, and some other gentlemen, have been seized during the time of a cessation of hostilities, and sent prisoners to Pekin; their fate may be guessed at by all who know the treachery and cruelty of the Chinese. Our last news announced the position of the allied army as only seven miles from Pekin, the Chinese as usual willing to treat for peace at every critical moment, and our people foolish enough as usual to waive their power and accede to the wishes of the Chinamen.: [889, 149, 1086, 347]
row-value: 8: [644, 94, 649, 104]
dispatch-dateline-2: London, Saturday, December 8.: [933, 1405, 1042, 1416]
news-para: The reception given to the Empress of the French in England, and Scotland has pleased the Emperor, the Government and the French people, the Moniteur says.: [889, 2261, 1086, 2293]
divider: [453, 536, 649, 537]
deaths-header: DEATHS.: [526, 257, 576, 269]
divider: [17, 1173, 213, 1174]
page-columns: [12, 42, 1102, 2541]
row-label: Ordinary and ill-conditioned: [235, 1556, 331, 1566]
column-1: [12, 42, 219, 1584]
races-header: CANTERBURY RACES.: [706, 661, 832, 673]
ad-address: Auckland Point.: [157, 131, 213, 142]
news-para: Banking and commercial affairs are getting into a fix, and failures must be numerous.: [889, 1063, 1086, 1085]
news-para: The Austrian journals deny, on authority, the report that Austria will sell Venetia.: [889, 2035, 1086, 2056]
ad-wellington: [17, 71, 213, 141]
row-value: 10: [640, 83, 649, 93]
ad-body: EVENING, February 26, at Eight o'clock precisely.: [17, 198, 194, 209]
police-court-body: DISOBEDIENCE OF LAWFUL COMMANDS.—Charles Bennett, a native of Trieste, seaman, was charged by Captain W. Morrison, of the brig Sea Nymph, with having on Monday, the 11th February, used threatening language, with a malicious intent. William Morrison, sworn: I am master of the Sea Nymph, and produce ship's articles, whereby it was shown that prisoner had shipped on the 30th January, 1861 for six months. On Monday, the 11th February I was on deck, and saw prisoner put his finger in the mate's face, and told him he would use a knife to him. John Irvine, mate, sworn: I made the entry referred to in the log. I told defendant to make the mainsail stay-sail fast on the stay. He told me he was going to get his dinner, and that he would see me d—d first; also told me he would make a mark in me with his knife that I should carry to my grave. I made the entry in the log the same day, but did not read it over to the prisoner. Sent to jail for 14 days hard labor.: [671, 959, 867, 1157]
ad-lead: MRS. BARTON (late Miss Sharpe),: [17, 817, 213, 829]
row-label: Fair and hand-washed skins: [453, 62, 547, 72]
ad-lead: NELSON BUILDING, LAND, AND INVESTMENT SOCIETY.: [17, 254, 213, 278]
imports-header: IMPORTS.: [314, 224, 352, 234]
row-label: Broken locks, &c.: [453, 104, 514, 114]
ad-forman-tailor: [17, 366, 213, 600]
exports-header: EXPORTS.: [314, 980, 352, 990]
ad-signature: SAMUEL CARTER,: [144, 1144, 213, 1155]
ad-signature: JNO. PERCY,: [165, 211, 213, 222]
news-para: The King of Sardinia has at last left Naples for Palermo, where he was received with the greatest possible enthusiasm, with a promise on his part to found an administration which shall promote agriculture and commerce, the necessary essentials to the prosperity of the island.: [889, 1471, 1086, 1534]
news-para: The Council of State has been called for to-morrow, the 2nd instant, when a project of law will be brought forward to divide the State of Naples into districts. The title of King of Italy for that of King of Sardinia is to be conferred by the Parliament of Italy.: [889, 940, 1086, 992]
row-value: 10: [394, 1535, 403, 1545]
letter-body: SIR,—The sensible letter, which you copied from the Melbourne Argus, signed 'H. Christian,' is encouraging in some respects about the 'Phormium Tenax'—but I think the writer looks upon those who have given their attention to it, as men of no skill and scarcely to be possessed of common sense or common prudence. I admit that a great amount of capital has been expended in experimenting upon New Zealand Flax, and I believe a great amount of skill and prudence and energy as well, whatever H. Christian may say. Now, sir, you know that some of the greatest discoveries of the last century have appeared to be the result of chance or accident; and what study and experiment have failed to obtain, have been supplied in some instances without being thought of. For instance,—a circumstance occurred not long ago, which throws a new light upon the Phormium Tenax—although the fact has been known for nearly twenty years, yet it has never been appreciated till now. The fact is that the New Zealand flax can be dressed and prepared for many useful purposes without hand-labor, and without machinery, without any mechanical skill; and without any attention of man, woman, or child. It can be prepared without even the expense of cutting till it is fit for immediate use. I have now before me some beautiful specimens of flax which has been dressed by horses, part of which I intend to send to your office for the amusement or instruction of the curious; and if any one doubts the truth of my assertions as to the way in which this was brought about, he may see the place. The deceased he had wanted the trouble to come up to my ground, I will point through the fence into my neighbour's paddock, where there is plenty to be seen—beautiful samples—far exceeding anything produced by our flax mills, or flax machines. Now for the great secret, which anybody may try if they don't believe me. First of all get a piece of ground where there is plenty of flax and plenty of water: secondly fence it in with a good substantial fence; be careful that there is no grass in it—a little burnt-off means—and then put into it as many horses as you like. If the paddock does not exceed five acres, put into it four horses and a cow, and let them stay in the water through without corn or hay, and you will find them very industrious both day and night dressing flax—some they may swallow, but the greater part you may have for carrying away. Should the discovery benefit any it will greatly oblige,: [671, 1212, 867, 1691]
news-para: The Sardinian batteries have opened fire on Gaeta. The French Government is rumored to have intimated to the King that further resistance was useless. The Minister of Foreign Affairs has addressed another protest against the interference of a 'perjured and disloyal Sovereign,' saying that 'it is not probable the defence will be prolonged as the Sovereign of Europe seem to wish.' The King has 16,000 troops with him, and his land and sea defences number 900 guns.: [889, 1591, 1086, 1686]
row-value: 1: [602, 62, 607, 72]
ad-lead: NOW LANDING per DONA ANITA,: [17, 676, 191, 688]
news-para: The news from Bombay by the mail of the 12th ultimo represents the natives to have made a bold and energetic stand against the mode of collecting the income tax. The native merchants and bazaar dealers had refused to do any business until the 'tax should be abolished.': [889, 1416, 1086, 1468]
table-row: [453, 42, 649, 52]
news-para: Parliament is expected to meet for the dispatch of business on the 5th February.: [889, 2237, 1086, 2258]
table-row: [453, 73, 649, 83]
news-para: The French army of occupation in Syria insist on an extension of their occupation. The Sultan refuses his consent but he will be obliged to yield at last.: [889, 2058, 1086, 2090]
row-value: 1: [384, 1546, 389, 1556]
masthead: [12, 8, 1102, 39]
new-advertisements-header: New Advertisements.: [17, 46, 213, 68]
